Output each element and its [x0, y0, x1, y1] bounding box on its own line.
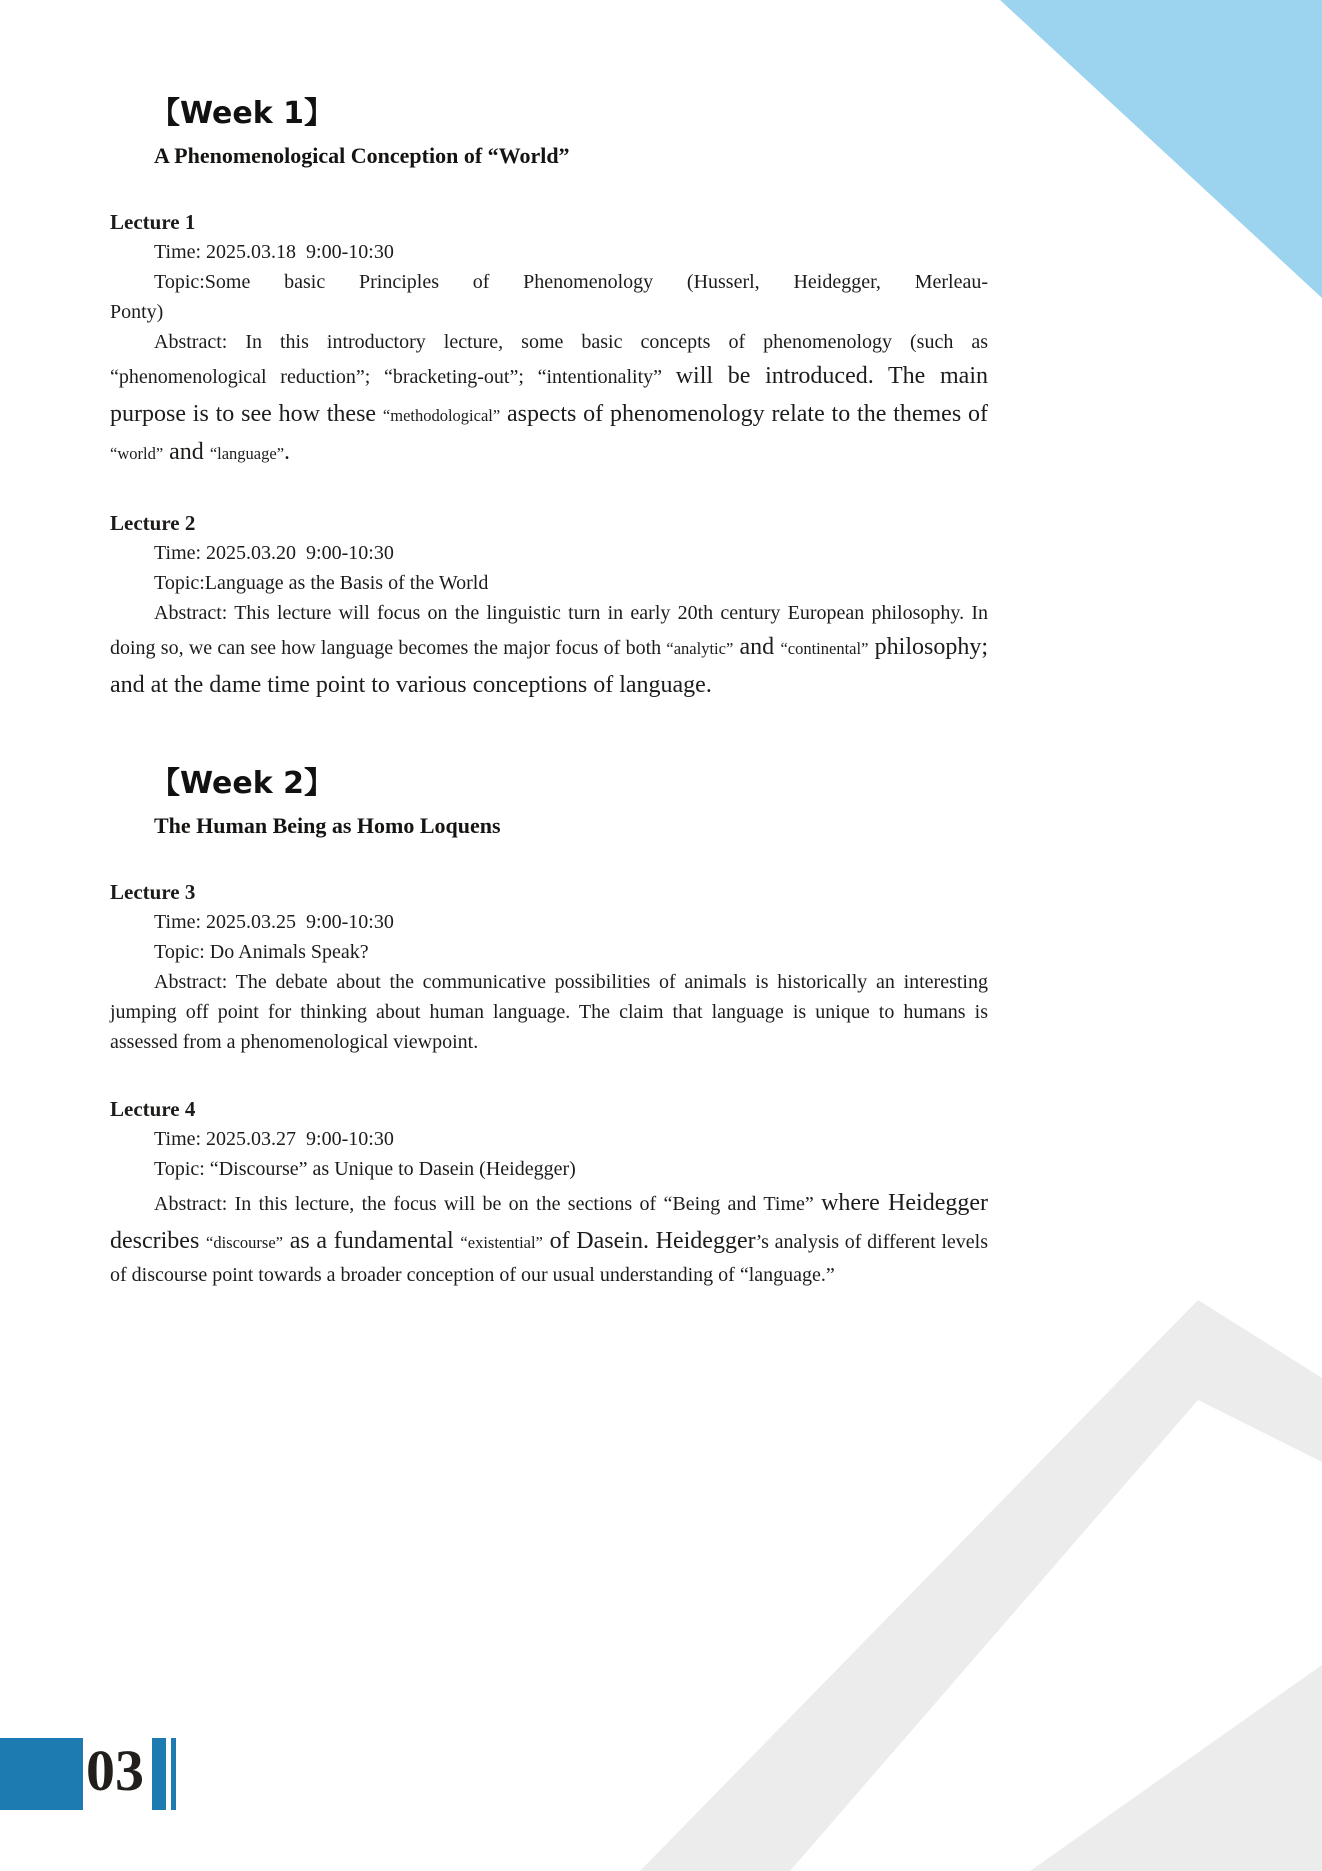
lecture-time: Time: 2025.03.25 9:00-10:30 [154, 911, 394, 933]
week-1-section [110, 96, 988, 704]
abstract-text-segment: Abstract: In this introductory lecture, some basic concepts of phenomenology (such as “phenomenological reduction”; “bracketing-out”; “intentionality” [110, 331, 988, 388]
abstract-text-segment: ’s analysis of different levels of discourse point towards a broader conception of our usual understanding of “language.” [110, 1231, 989, 1286]
abstract-text-segment: “analytic” [666, 639, 734, 658]
abstract-text-segment: Abstract: In this lecture, the focus will be on the sections of “Being and Time” [154, 1193, 822, 1215]
lecture-1-block [110, 207, 988, 471]
lecture-2-block [110, 508, 988, 704]
lecture-time: Time: 2025.03.27 9:00-10:30 [154, 1128, 394, 1150]
abstract-text-segment: of Dasein. Heidegger [542, 1228, 756, 1254]
lecture-abstract [110, 967, 988, 1057]
lecture-time: Time: 2025.03.18 9:00-10:30 [154, 241, 394, 263]
page-number: 03 [86, 1738, 144, 1803]
week-subtitle: The Human Being as Homo Loquens [154, 813, 501, 838]
lecture-3-block [110, 877, 988, 1057]
abstract-text-segment: “existential” [460, 1233, 543, 1252]
abstract-text-segment: Abstract: The debate about the communicative possibilities of animals is historically an interesting jumping off point for thinking about human language. The claim that language is unique to humans is assessed from a phenomenological viewpoint. [110, 971, 988, 1053]
abstract-text-segment: will be introduced. The main purpose is to see how these [110, 363, 988, 427]
abstract-text-segment: and [163, 439, 210, 465]
week-subtitle: A Phenomenological Conception of “World” [154, 143, 570, 168]
abstract-text-segment: “discourse” [206, 1233, 283, 1252]
abstract-text-segment: . [284, 439, 291, 465]
week-2-section [110, 766, 988, 1290]
abstract-text-segment: where Heidegger describes [110, 1190, 989, 1254]
lecture-time: Time: 2025.03.20 9:00-10:30 [154, 542, 394, 564]
lecture-abstract [110, 598, 988, 704]
footer-accent-bar-thick [152, 1738, 166, 1810]
abstract-text-segment: aspects of phenomenology relate to the themes of [500, 401, 988, 427]
lecture-topic [110, 267, 988, 327]
abstract-text-segment: and [733, 634, 781, 660]
week-heading: 【Week 1】 [150, 96, 334, 131]
abstract-text-segment: “language” [209, 444, 285, 463]
lecture-4-block [110, 1094, 988, 1290]
abstract-text-segment: “methodological” [382, 406, 501, 425]
week-heading: 【Week 2】 [150, 766, 334, 801]
topic-line-2: Ponty) [110, 301, 164, 323]
footer-accent-bar-thin [171, 1738, 176, 1810]
abstract-text-segment: “world” [110, 444, 164, 463]
abstract-text-segment: philosophy; and at the dame time point to various conceptions of language. [110, 634, 988, 698]
lecture-abstract [110, 327, 988, 471]
lecture-title: Lecture 4 [110, 1097, 196, 1121]
lecture-topic: Topic:Language as the Basis of the World [154, 572, 489, 594]
lecture-title: Lecture 1 [110, 210, 196, 234]
footer-accent-block [0, 1738, 83, 1810]
lecture-title: Lecture 3 [110, 880, 196, 904]
lecture-topic: Topic: “Discourse” as Unique to Dasein (Heidegger) [154, 1158, 576, 1180]
topic-line-1: Topic:Some basic Principles of Phenomenology (Husserl, Heidegger, Merleau- [154, 271, 988, 293]
abstract-text-segment: Abstract: This lecture will focus on the linguistic turn in early 20th century European philosophy. In doing so, we can see how language becomes the major focus of both [110, 602, 988, 659]
lecture-topic: Topic: Do Animals Speak? [154, 941, 369, 963]
abstract-text-segment: “continental” [780, 639, 869, 658]
lecture-abstract [110, 1184, 988, 1290]
abstract-text-segment: as a fundamental [282, 1228, 461, 1254]
corner-triangle-decoration [1000, 0, 1322, 300]
lecture-title: Lecture 2 [110, 511, 196, 535]
